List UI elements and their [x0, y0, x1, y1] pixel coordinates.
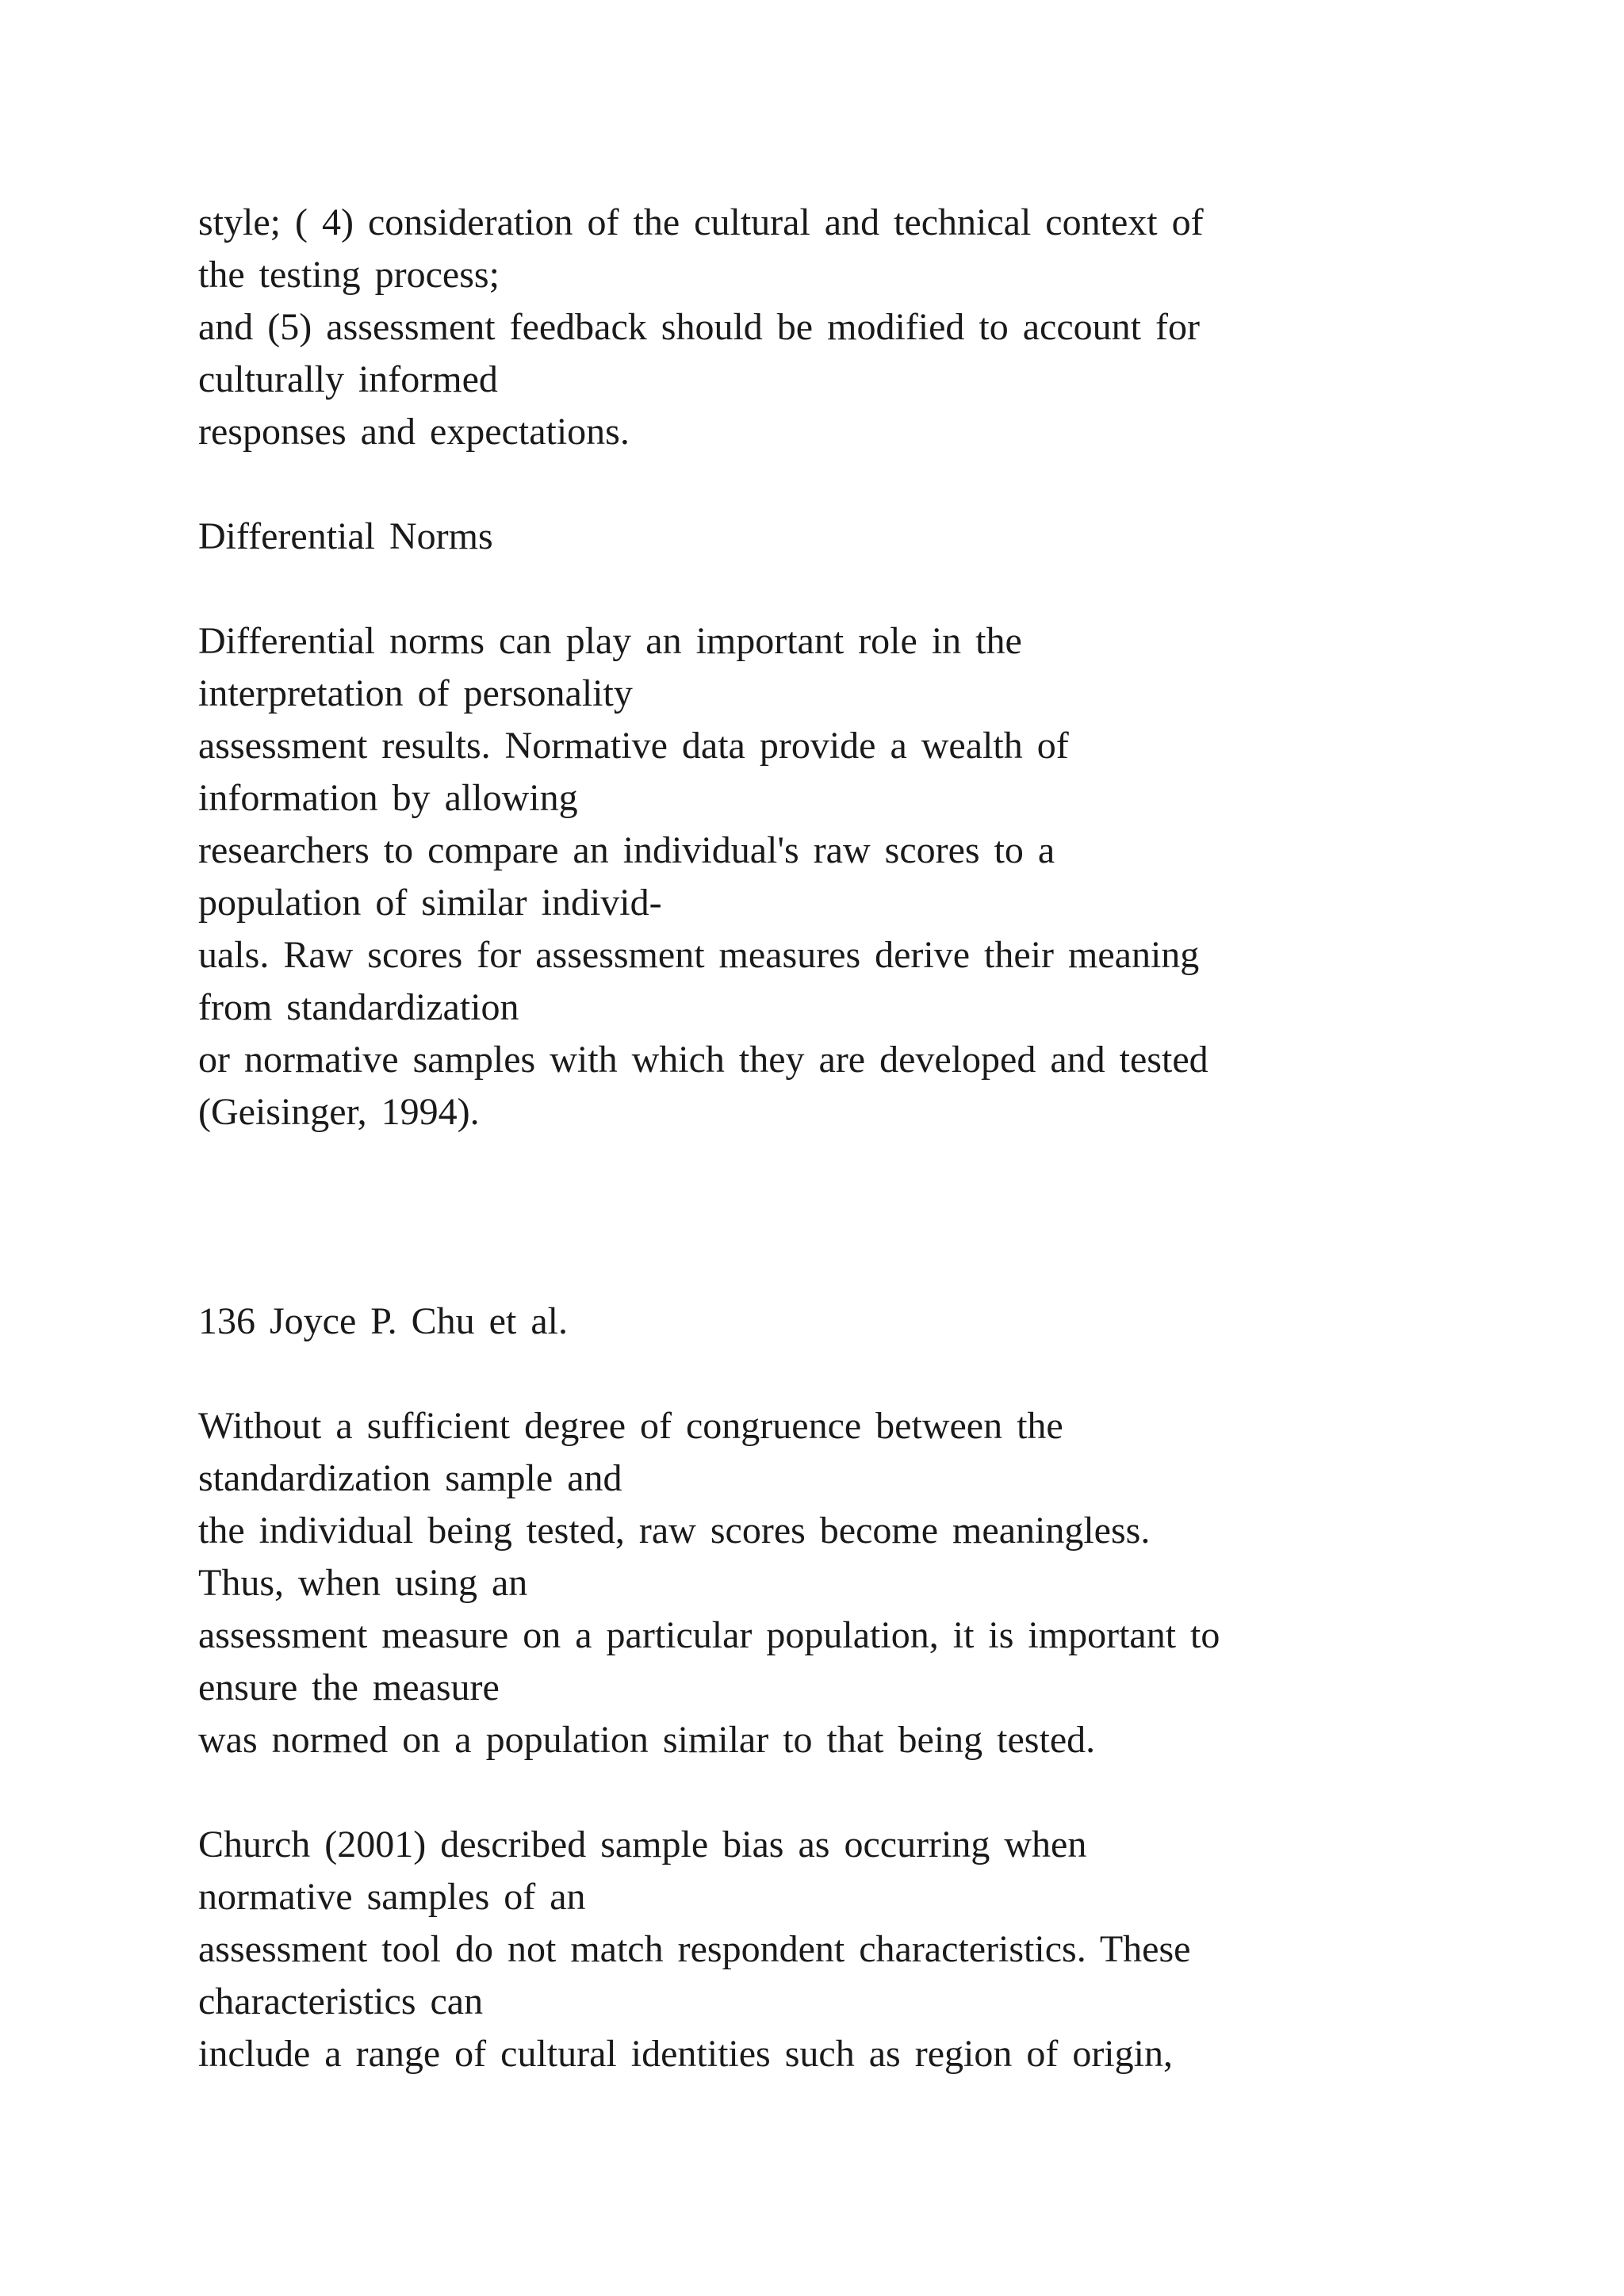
- text-line: responses and expectations.: [198, 411, 630, 453]
- text-line: population of similar individ-: [198, 882, 662, 924]
- text-line: assessment results. Normative data provide a wealth of: [198, 725, 1069, 767]
- text-line: ensure the measure: [198, 1667, 500, 1709]
- text-line: Thus, when using an: [198, 1562, 528, 1604]
- text-line: style; ( 4) consideration of the cultural and technical context of: [198, 201, 1204, 243]
- text-line: was normed on a population similar to that being tested.: [198, 1719, 1096, 1761]
- section-heading: Differential Norms: [198, 515, 493, 557]
- text-line: standardization sample and: [198, 1457, 622, 1499]
- text-line: uals. Raw scores for assessment measures derive their meaning: [198, 934, 1200, 976]
- text-line: assessment measure on a particular population, it is important to: [198, 1614, 1220, 1656]
- text-line: normative samples of an: [198, 1876, 586, 1918]
- text-line: from standardization: [198, 986, 519, 1028]
- text-line: Without a sufficient degree of congruence between the: [198, 1405, 1063, 1447]
- text-line: (Geisinger, 1994).: [198, 1091, 480, 1133]
- text-line: the testing process;: [198, 254, 500, 296]
- text-line: assessment tool do not match respondent characteristics. These: [198, 1928, 1191, 1970]
- text-line: the individual being tested, raw scores become meaningless.: [198, 1510, 1151, 1552]
- text-line: include a range of cultural identities such as region of origin,: [198, 2033, 1173, 2075]
- text-line: characteristics can: [198, 1980, 484, 2022]
- text-line: information by allowing: [198, 777, 578, 819]
- text-line: researchers to compare an individual's raw scores to a: [198, 829, 1055, 871]
- text-line: Church (2001) described sample bias as occurring when: [198, 1823, 1087, 1866]
- page-header: 136 Joyce P. Chu et al.: [198, 1300, 568, 1342]
- text-line: culturally informed: [198, 358, 498, 400]
- text-line: or normative samples with which they are developed and tested: [198, 1039, 1208, 1081]
- text-line: and (5) assessment feedback should be modified to account for: [198, 306, 1200, 348]
- text-line: interpretation of personality: [198, 672, 633, 714]
- text-line: Differential norms can play an important role in the: [198, 620, 1022, 662]
